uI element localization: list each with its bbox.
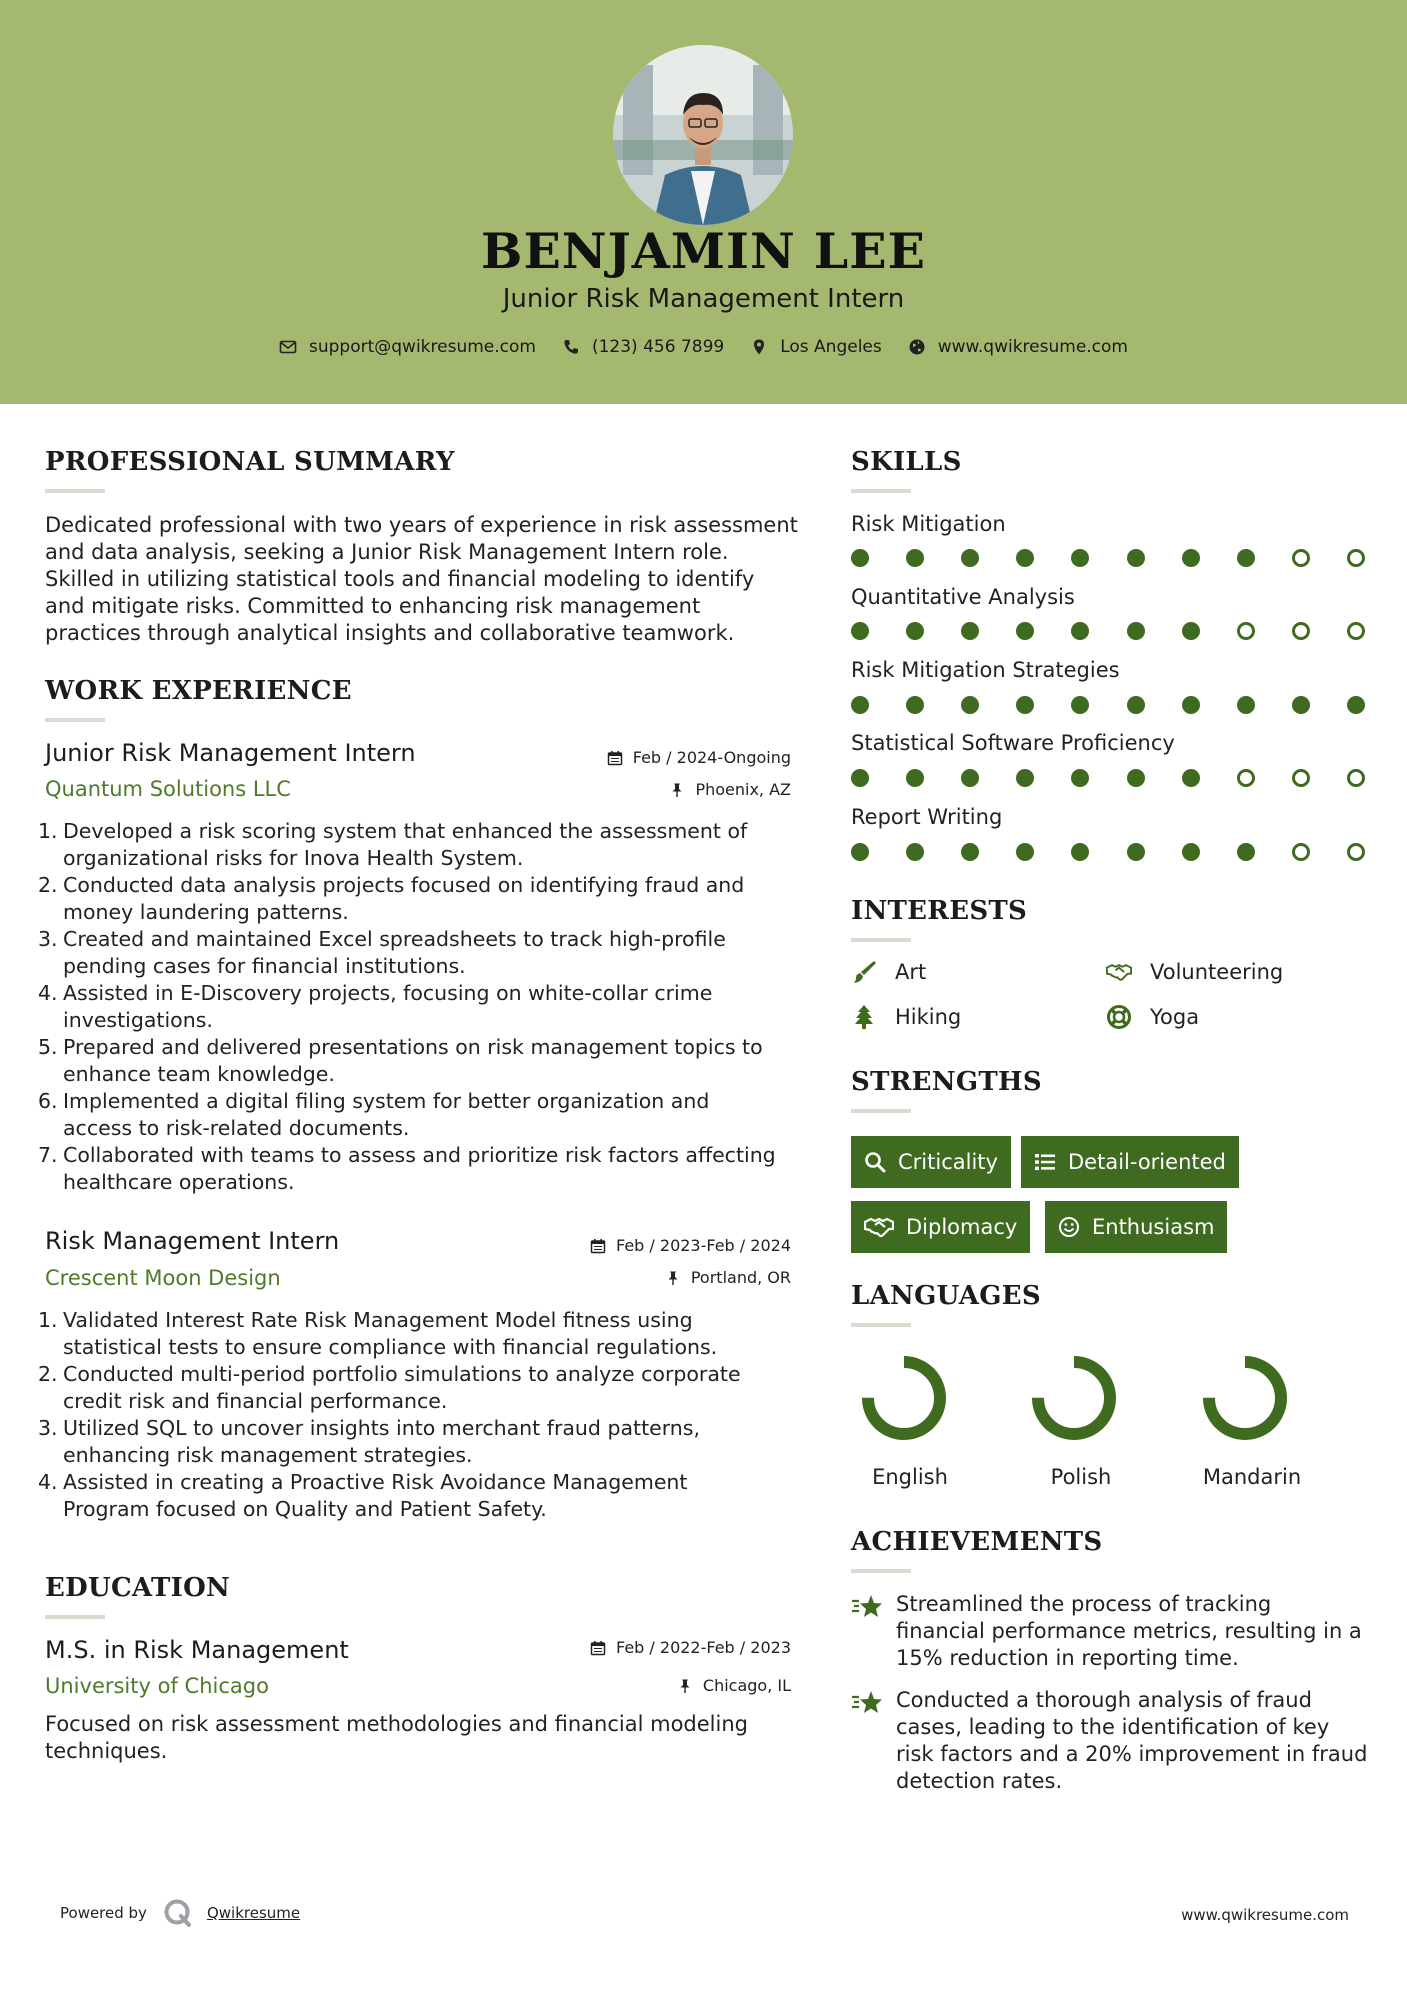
language-ring-arc [868, 1362, 940, 1434]
contact-location-text: Los Angeles [780, 337, 882, 357]
job-date [590, 1236, 791, 1255]
job-location [669, 780, 791, 799]
summary-line: practices through analytical insights and collaborative teamwork. [45, 621, 735, 645]
skill-name: Risk Mitigation [851, 512, 1006, 536]
search-icon [864, 1151, 886, 1173]
strength-tag: Diplomacy [851, 1201, 1030, 1253]
skill-dot-filled [851, 622, 869, 640]
skill-dot-filled [1071, 769, 1089, 787]
achievements-heading: ACHIEVEMENTS [851, 1527, 1103, 1557]
qwikresume-logo-icon [163, 1898, 193, 1928]
list-item: 1. Validated Interest Rate Risk Management Model fitness using statistical tests to ensure compliance with financial regulations. [38, 1308, 718, 1359]
skill-dot-empty [1292, 549, 1310, 567]
skill-dot-filled [961, 622, 979, 640]
education-heading-rule [45, 1615, 105, 1619]
skill-dot-empty [1347, 622, 1365, 640]
achievement-text: Streamlined the process of tracking financial performance metrics, resulting in a 15% reduction in reporting time. [896, 1592, 1362, 1670]
strength-tag: Enthusiasm [1045, 1201, 1227, 1253]
strengths-heading-rule [851, 1109, 911, 1113]
list-item: 2. Conducted multi-period portfolio simulations to analyze corporate credit risk and financial performance. [38, 1362, 741, 1413]
contact-website[interactable] [908, 337, 1128, 357]
achievements-heading-rule [851, 1569, 911, 1573]
skill-dot-filled [1182, 696, 1200, 714]
summary-line: Skilled in utilizing statistical tools and financial modeling to identify [45, 567, 755, 591]
job-date [607, 748, 791, 767]
education-heading: EDUCATION [45, 1573, 231, 1603]
summary-line: and mitigate risks. Committed to enhancing risk management [45, 594, 701, 618]
skill-dot-filled [1127, 549, 1145, 567]
company-name: Quantum Solutions LLC [45, 777, 291, 801]
skill-dot-filled [961, 549, 979, 567]
pushpin-icon [665, 1270, 681, 1286]
language-name: Mandarin [1202, 1465, 1302, 1489]
skill-dot-empty [1237, 622, 1255, 640]
skills-heading-rule [851, 489, 911, 493]
skill-dot-filled [1016, 549, 1034, 567]
skill-rating [851, 622, 1365, 640]
list-item: 6. Implemented a digital filing system for better organization and access to risk-related documents. [38, 1089, 710, 1140]
skill-dot-filled [1127, 843, 1145, 861]
education-location [677, 1676, 791, 1695]
list-item: 7. Collaborated with teams to assess and prioritize risk factors affecting healthcare operations. [38, 1143, 776, 1194]
list-item: 3. Utilized SQL to uncover insights into merchant fraud patterns, enhancing risk management strategies. [38, 1416, 700, 1467]
interest-item: Art [851, 959, 926, 985]
list-item: 2. Conducted data analysis projects focused on identifying fraud and money laundering patterns. [38, 873, 745, 924]
language-progress-ring [858, 1352, 950, 1444]
skill-dot-filled [906, 549, 924, 567]
handshake-icon [1106, 959, 1132, 985]
work-heading: WORK EXPERIENCE [45, 676, 352, 706]
skill-dot-filled [1182, 769, 1200, 787]
skill-dot-filled [851, 769, 869, 787]
list-item: 3. Created and maintained Excel spreadsheets to track high-profile pending cases for financial institutions. [38, 927, 726, 978]
education-date-text: Feb / 2022-Feb / 2023 [616, 1638, 791, 1657]
skill-dot-filled [1182, 843, 1200, 861]
summary-line: Dedicated professional with two years of experience in risk assessment [45, 513, 798, 537]
skill-dot-filled [906, 696, 924, 714]
skill-dot-filled [1016, 696, 1034, 714]
skill-dot-filled [1127, 769, 1145, 787]
star-award-icon [851, 1593, 883, 1623]
tree-icon [851, 1004, 877, 1030]
skill-name: Statistical Software Proficiency [851, 731, 1175, 755]
contact-phone-text: (123) 456 7899 [591, 337, 725, 357]
summary-heading: PROFESSIONAL SUMMARY [45, 447, 455, 477]
skill-dot-empty [1237, 769, 1255, 787]
pushpin-icon [669, 782, 685, 798]
candidate-role: Junior Risk Management Intern [502, 284, 905, 314]
skill-dot-filled [1237, 549, 1255, 567]
powered-by-label: Powered by [60, 1904, 147, 1922]
skill-dot-filled [1182, 622, 1200, 640]
work-heading-rule [45, 718, 105, 722]
contact-bar [0, 337, 1407, 357]
contact-website-text: www.qwikresume.com [937, 337, 1128, 357]
strength-tag: Criticality [851, 1136, 1011, 1188]
skill-dot-empty [1292, 769, 1310, 787]
list-item: 1. Developed a risk scoring system that enhanced the assessment of organizational risks for Inova Health System. [38, 819, 748, 870]
skill-dot-filled [1016, 843, 1034, 861]
footer-powered-by [60, 1898, 300, 1928]
skill-dot-empty [1347, 769, 1365, 787]
achievement-item [851, 1591, 1371, 1675]
job-date-text: Feb / 2024-Ongoing [632, 748, 791, 767]
list-item: 5. Prepared and delivered presentations on risk management topics to enhance team knowledge. [38, 1035, 763, 1086]
skill-dot-filled [1347, 696, 1365, 714]
phone-icon [562, 338, 580, 356]
contact-email-text: support@qwikresume.com [309, 337, 536, 357]
job-location-text: Portland, OR [690, 1268, 791, 1287]
achievement-text: Conducted a thorough analysis of fraud cases, leading to the identification of key risk factors and a 20% improvement in fraud detection rates. [896, 1688, 1368, 1793]
pushpin-icon [677, 1678, 693, 1694]
languages-heading: LANGUAGES [851, 1281, 1041, 1311]
skill-dot-filled [1292, 696, 1310, 714]
interests-heading: INTERESTS [851, 896, 1028, 926]
list-item: 4. Assisted in E-Discovery projects, focusing on white-collar crime investigations. [38, 981, 713, 1032]
language-progress-ring [1199, 1352, 1291, 1444]
list-icon [1034, 1151, 1056, 1173]
language-ring-arc [1209, 1362, 1281, 1434]
skill-dot-filled [851, 549, 869, 567]
language-progress-ring [1028, 1352, 1120, 1444]
skill-dot-filled [851, 696, 869, 714]
skill-dot-filled [906, 769, 924, 787]
interest-item: Hiking [851, 1004, 961, 1030]
summary-text [45, 512, 815, 647]
job-location [665, 1268, 791, 1287]
skill-dot-filled [906, 843, 924, 861]
skill-dot-empty [1347, 843, 1365, 861]
calendar-icon [590, 1238, 606, 1254]
envelope-icon [279, 338, 297, 356]
job-title: Risk Management Intern [45, 1227, 340, 1255]
skill-dot-filled [961, 696, 979, 714]
skill-dot-filled [1071, 696, 1089, 714]
skill-dot-filled [961, 769, 979, 787]
skill-dot-empty [1347, 549, 1365, 567]
brand-link[interactable]: Qwikresume [206, 1904, 301, 1922]
school-name: University of Chicago [45, 1674, 269, 1698]
map-pin-icon [750, 338, 768, 356]
skill-name: Risk Mitigation Strategies [851, 658, 1120, 682]
summary-heading-rule [45, 489, 105, 493]
degree-title: M.S. in Risk Management [45, 1636, 349, 1664]
contact-phone[interactable] [562, 337, 724, 357]
job-date-text: Feb / 2023-Feb / 2024 [616, 1236, 791, 1255]
skill-dot-filled [1182, 549, 1200, 567]
skill-dot-empty [1292, 622, 1310, 640]
interest-item: Yoga [1106, 1004, 1199, 1030]
skill-name: Report Writing [851, 805, 1003, 829]
strengths-heading: STRENGTHS [851, 1067, 1042, 1097]
job-duties-list [38, 818, 808, 1196]
skill-dot-filled [1237, 843, 1255, 861]
achievement-item [851, 1687, 1371, 1799]
skill-dot-empty [1292, 843, 1310, 861]
skill-rating [851, 769, 1365, 787]
language-name: English [872, 1465, 948, 1489]
skill-dot-filled [1127, 696, 1145, 714]
contact-email[interactable] [279, 337, 536, 357]
skill-dot-filled [851, 843, 869, 861]
profile-photo [613, 45, 793, 225]
job-location-text: Phoenix, AZ [695, 780, 791, 799]
skill-dot-filled [961, 843, 979, 861]
globe-icon [908, 338, 926, 356]
lifebuoy-icon [1106, 1004, 1132, 1030]
skill-rating [851, 696, 1365, 714]
education-date [590, 1638, 791, 1657]
skill-rating [851, 843, 1365, 861]
summary-line: and data analysis, seeking a Junior Risk Management Intern role. [45, 540, 729, 564]
job-duties-list [38, 1307, 808, 1523]
contact-location [750, 337, 882, 357]
star-award-icon [851, 1689, 883, 1719]
skill-dot-filled [1071, 549, 1089, 567]
skills-heading: SKILLS [851, 447, 962, 477]
skill-dot-filled [1127, 622, 1145, 640]
education-location-text: Chicago, IL [702, 1676, 791, 1695]
language-name: Polish [1050, 1465, 1112, 1489]
company-name: Crescent Moon Design [45, 1266, 281, 1290]
skill-rating [851, 549, 1365, 567]
interests-heading-rule [851, 938, 911, 942]
job-title: Junior Risk Management Intern [45, 739, 416, 767]
strength-tag: Detail-oriented [1021, 1136, 1239, 1188]
skill-dot-filled [1237, 696, 1255, 714]
footer-website[interactable]: www.qwikresume.com [1181, 1906, 1349, 1924]
resume-header [0, 0, 1407, 404]
skill-dot-filled [1071, 622, 1089, 640]
calendar-icon [607, 750, 623, 766]
handshake-icon [864, 1216, 894, 1238]
paintbrush-icon [851, 959, 877, 985]
skill-name: Quantitative Analysis [851, 585, 1075, 609]
calendar-icon [590, 1640, 606, 1656]
smile-icon [1058, 1216, 1080, 1238]
skill-dot-filled [1071, 843, 1089, 861]
skill-dot-filled [906, 622, 924, 640]
skill-dot-filled [1016, 622, 1034, 640]
languages-heading-rule [851, 1323, 911, 1327]
skill-dot-filled [1016, 769, 1034, 787]
candidate-name: BENJAMIN LEE [481, 222, 926, 280]
language-ring-arc [1038, 1362, 1110, 1434]
list-item: 4. Assisted in creating a Proactive Risk Avoidance Management Program focused on Quality and Patient Safety. [38, 1470, 688, 1521]
interest-item: Volunteering [1106, 959, 1283, 985]
education-description: Focused on risk assessment methodologies and financial modeling techniques. [45, 1712, 748, 1763]
